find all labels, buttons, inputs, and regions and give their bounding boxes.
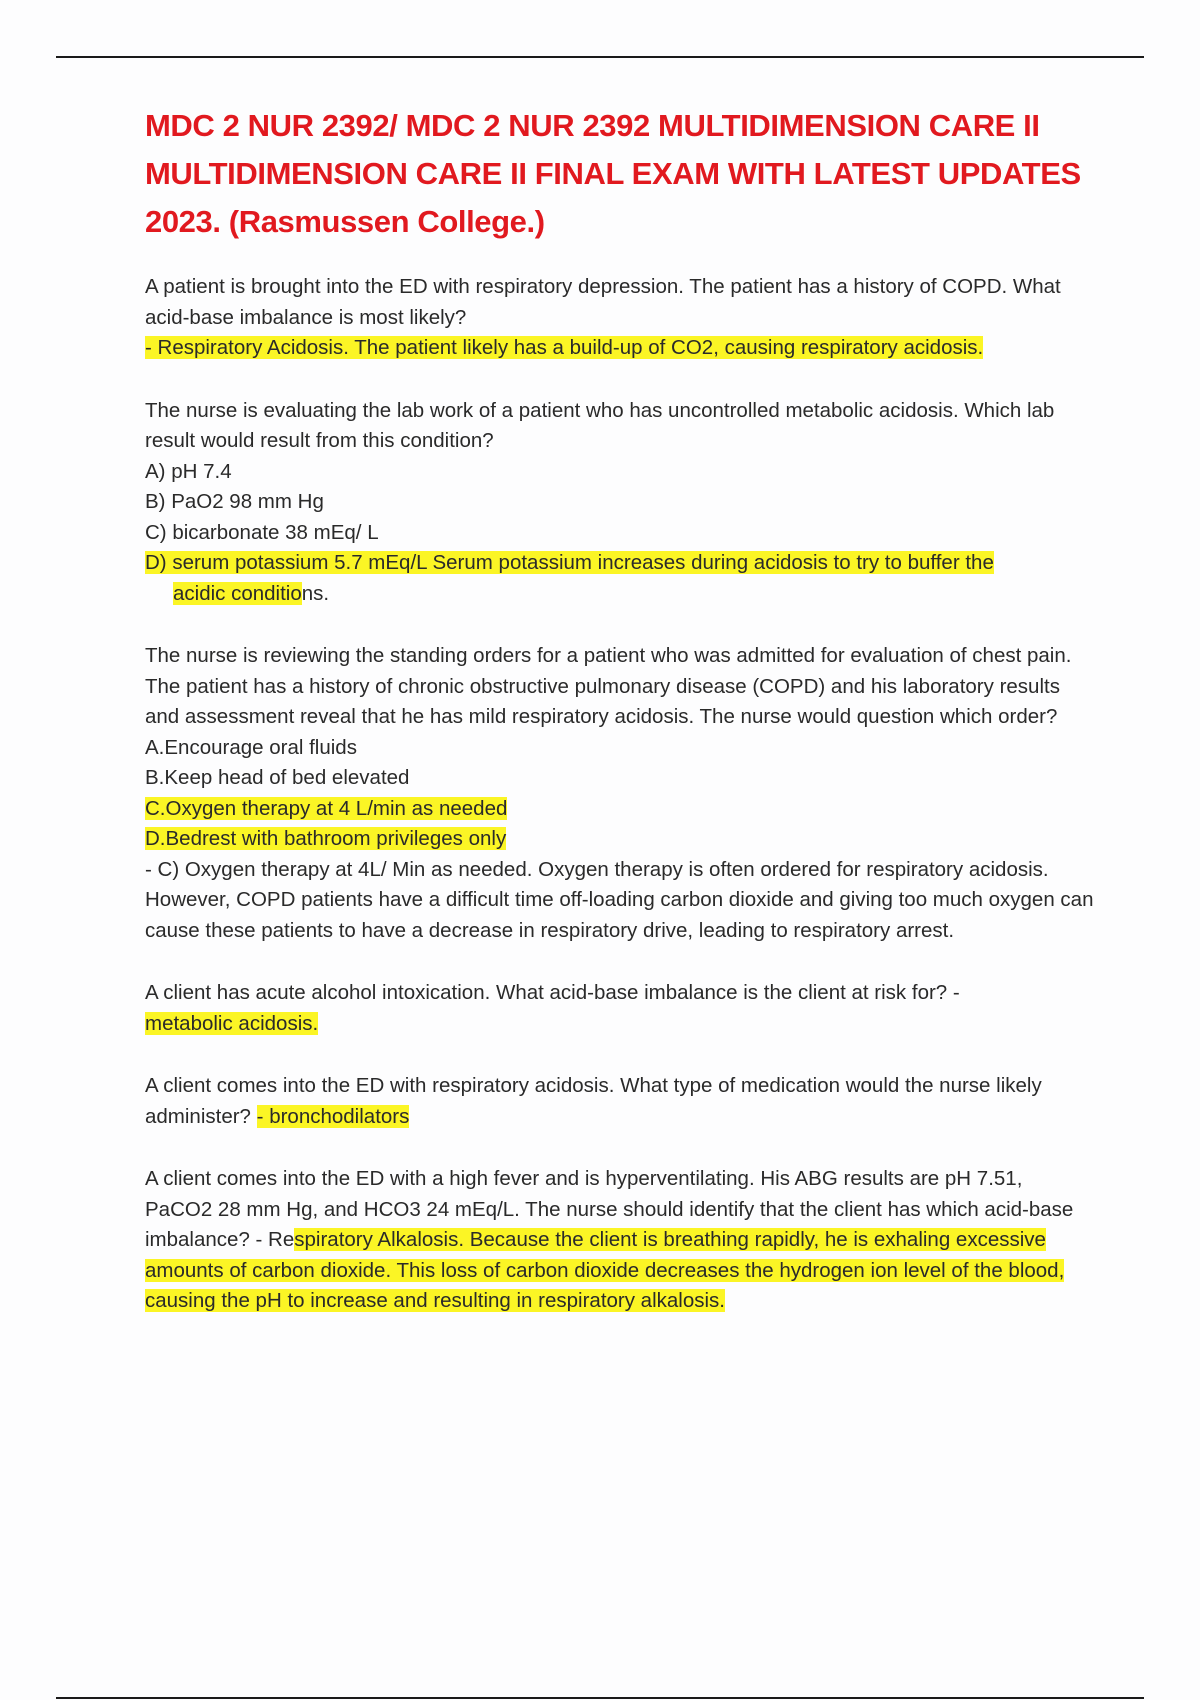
question-2-text: The nurse is evaluating the lab work of a patient who has uncontrolled metabolic acidosis. Which lab result would result from this condition? [145, 398, 1055, 452]
question-3-option-d: D.Bedrest with bathroom privileges only [145, 827, 507, 850]
document-title: MDC 2 NUR 2392/ MDC 2 NUR 2392 MULTIDIMENSION CARE II MULTIDIMENSION CARE II FINAL EXAM WITH LATEST UPDATES 2023. (Rasmussen College.) [145, 108, 1081, 239]
question-2-answer: D) serum potassium 5.7 mEq/L Serum potassium increases during acidosis to try to buffer the [145, 551, 994, 574]
question-1 [145, 272, 1095, 364]
question-2-option-b: B) PaO2 98 mm Hg [145, 490, 324, 513]
document-body [145, 102, 1095, 1349]
question-5 [145, 1071, 1095, 1132]
bottom-rule [56, 1697, 1144, 1699]
question-5-answer: - bronchodilators [256, 1104, 410, 1128]
question-3-text: The nurse is reviewing the standing orders for a patient who was admitted for evaluation of chest pain. The patient has a history of chronic obstructive pulmonary disease (COPD) and his laboratory results and assessment reveal that he has mild respiratory acidosis. The nurse would question which order? A.Encourage oral fluids [145, 644, 1072, 759]
question-4 [145, 978, 1095, 1039]
question-3 [145, 641, 1095, 946]
question-6 [145, 1164, 1095, 1317]
question-6-text: A client comes into the ED with a high fever and is hyperventilating. His ABG results are pH 7.51, PaCO2 28 mm Hg, and HCO3 24 mEq/L. The nurse should identify that the client has which acid-base imbalance? - Re [145, 1167, 1074, 1251]
question-3-option-c: C.Oxygen therapy at 4 L/min as needed [145, 796, 508, 820]
question-2-option-c: C) bicarbonate 38 mEq/ L [145, 520, 379, 544]
question-5-text: A client comes into the ED with respiratory acidosis. What type of medication would the nurse likely administer? [145, 1074, 1042, 1128]
question-6-answer: spiratory Alkalosis. Because the client is breathing rapidly, he is exhaling excessive amounts of carbon dioxide. This loss of carbon dioxide decreases the hydrogen ion level of the blood, causing the pH to increase and resulting in respiratory alkalosis. [145, 1228, 1065, 1312]
question-1-text: A patient is brought into the ED with respiratory depression. The patient has a history of COPD. What acid-base imbalance is most likely? [145, 275, 1061, 329]
question-2-answer-end: ns. [301, 581, 330, 605]
question-3-option-b: B.Keep head of bed elevated [145, 766, 410, 789]
question-3-rationale: - C) Oxygen therapy at 4L/ Min as needed. Oxygen therapy is often ordered for respiratory acidosis. However, COPD patients have a difficult time off-loading carbon dioxide and giving too much oxygen can cause these patients to have a decrease in respiratory drive, leading to respiratory arrest. [145, 857, 1094, 942]
top-rule [56, 56, 1144, 58]
question-1-answer: - Respiratory Acidosis. The patient likely has a build-up of CO2, causing respiratory acidosis. [145, 336, 984, 359]
question-2 [145, 396, 1095, 610]
question-2-answer-cont: acidic conditio [173, 581, 302, 605]
question-4-text: A client has acute alcohol intoxication. What acid-base imbalance is the client at risk for? - [145, 981, 960, 1004]
question-4-answer: metabolic acidosis. [145, 1011, 319, 1035]
question-2-option-a: A) pH 7.4 [145, 459, 232, 483]
